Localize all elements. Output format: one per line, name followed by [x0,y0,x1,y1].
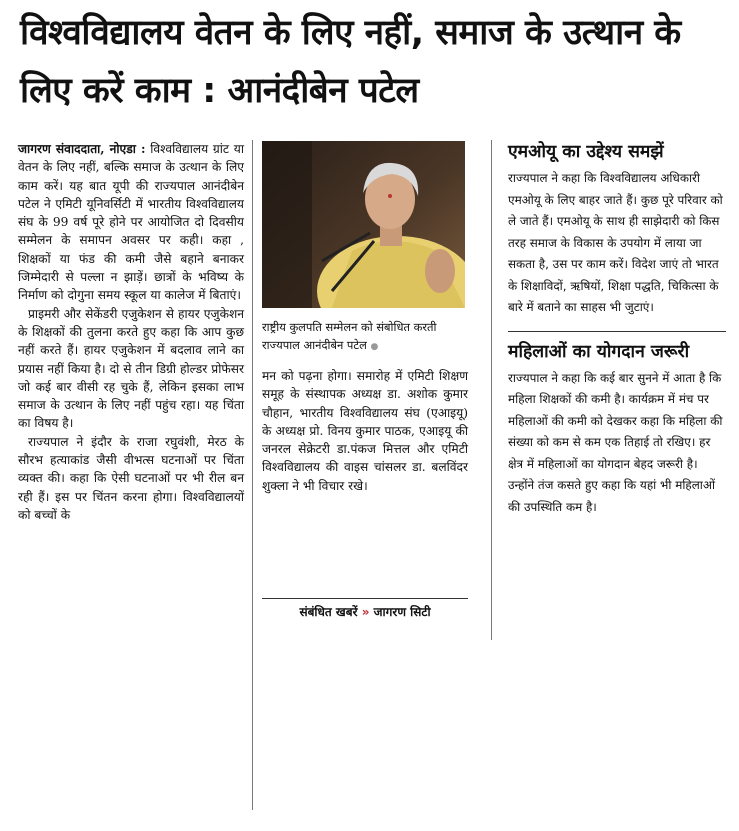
section-title-women: महिलाओं का योगदान जरूरी [508,341,690,362]
section-title-mou: एमओयू का उद्देश्य समझें [508,142,664,162]
article-paragraph: जागरण संवाददाता, नोएडा : विश्वविद्यालय ग्रांट या वेतन के लिए नहीं, बल्कि समाज के उत्थान के लिए काम करें। यह बात यूपी की राज्यपाल आनंदीबेन पटेल ने एमिटी यूनिवर्सिटी में भारतीय विश्वविद्यालय संघ के 99 वर्ष पूरे होने पर आयोजित दो दिवसीय सम्मेलन के समापन अवसर पर कही। कहा , शिक्षकों या फंड की कमी जैसे बहाने बनाकर जिम्मेदारी से पल्ला न झाड़ें। छात्रों के भविष्य के निर्माण को दोगुना समय स्कूल या कालेज में बिताएं। [18,142,244,303]
section-text-mou: राज्यपाल ने कहा कि विश्वविद्यालय अधिकारी एमओयू के लिए बाहर जाते हैं। कुछ पूरे परिवार को ले जाते हैं। एमओयू के साथ ही साझेदारी को किस तरह समाज के विकास के उपयोग में लाया जा सकता है, उस पर काम करें। विदेश जाएं तो भारत के शिक्षाविदों, ऋषियों, शिक्षा पद्धति, चिकित्सा के बारे में बताने का साहस भी जुटाएं। [508,171,723,314]
column-divider [491,140,492,640]
dateline: जागरण संवाददाता, नोएडा : [18,142,146,156]
photo-caption: राष्ट्रीय कुलपति सम्मेलन को संबोधित करती राज्यपाल आनंदीबेन पटेल ● [262,320,437,352]
article-paragraph: मन को पढ़ना होगा। समारोह में एमिटी शिक्षण समूह के संस्थापक अध्यक्ष डा. अशोक कुमार चौहान, भारतीय विश्वविद्यालय संघ (एआइयू) के अध्यक्ष प्रो. विनय कुमार पाठक, एआइयू की जनरल सेक्रेटरी डा.पंकज मित्तल और एमिटी विश्वविद्यालय की वाइस चांसलर डा. बलविंदर शुक्ला ने भी विचार रखे। [262,369,468,493]
related-news[interactable] [262,598,468,625]
section-text-women: राज्यपाल ने कहा कि कई बार सुनने में आता है कि महिला शिक्षकों की कमी है। कार्यक्रम में मंच पर महिलाओं की कमी को देखकर कहा कि महिला की संख्या को कम से कम एक तिहाई तो रखिए। हर क्षेत्र में महिलाओं का योगदान बेहद जरूरी है। उन्होंने तंज कसते हुए कहा कि यहां भी महिलाओं की उपस्थिति कम है। [508,370,723,514]
related-label: संबंधित खबरें [299,605,358,619]
left-column [18,140,244,524]
photo-illustration [262,141,465,308]
middle-column [262,367,468,495]
related-target: जागरण सिटी [373,605,431,619]
article-paragraph: राज्यपाल ने इंदौर के राजा रघुवंशी, मेरठ के सौरभ हत्याकांड जैसी वीभत्स घटनाओं पर चिंता व्यक्त की। कहा कि ऐसी घटनाओं पर भी रील बन रही हैं। इस पर चिंतन करना होगा। विश्वविद्यालयों को बच्चों के [18,434,244,522]
caption-bullet: ● [370,342,379,352]
section-divider [508,331,726,332]
article-paragraph: प्राइमरी और सेकेंडरी एजुकेशन से हायर एजुकेशन के शिक्षकों की तुलना करते हुए कहा कि आप कुछ नहीं करते हैं। हायर एजुकेशन में बदलाव लाने का प्रयास नहीं किया है। दो से तीन डिग्री होल्डर प्रोफेसर जो कई बार वीसी रह चुके हैं, लेकिन इसका लाभ समाज के उत्थान के लिए नहीं पहुंच रहा। यह चिंता का विषय है। [18,306,244,431]
photo-governor [262,141,465,308]
column-divider [252,140,253,810]
headline: विश्वविद्यालय वेतन के लिए नहीं, समाज के उत्थान के लिए करें काम : आनंदीबेन पटेल [20,13,681,111]
related-arrow-icon: » [361,605,370,619]
right-column [508,140,726,518]
